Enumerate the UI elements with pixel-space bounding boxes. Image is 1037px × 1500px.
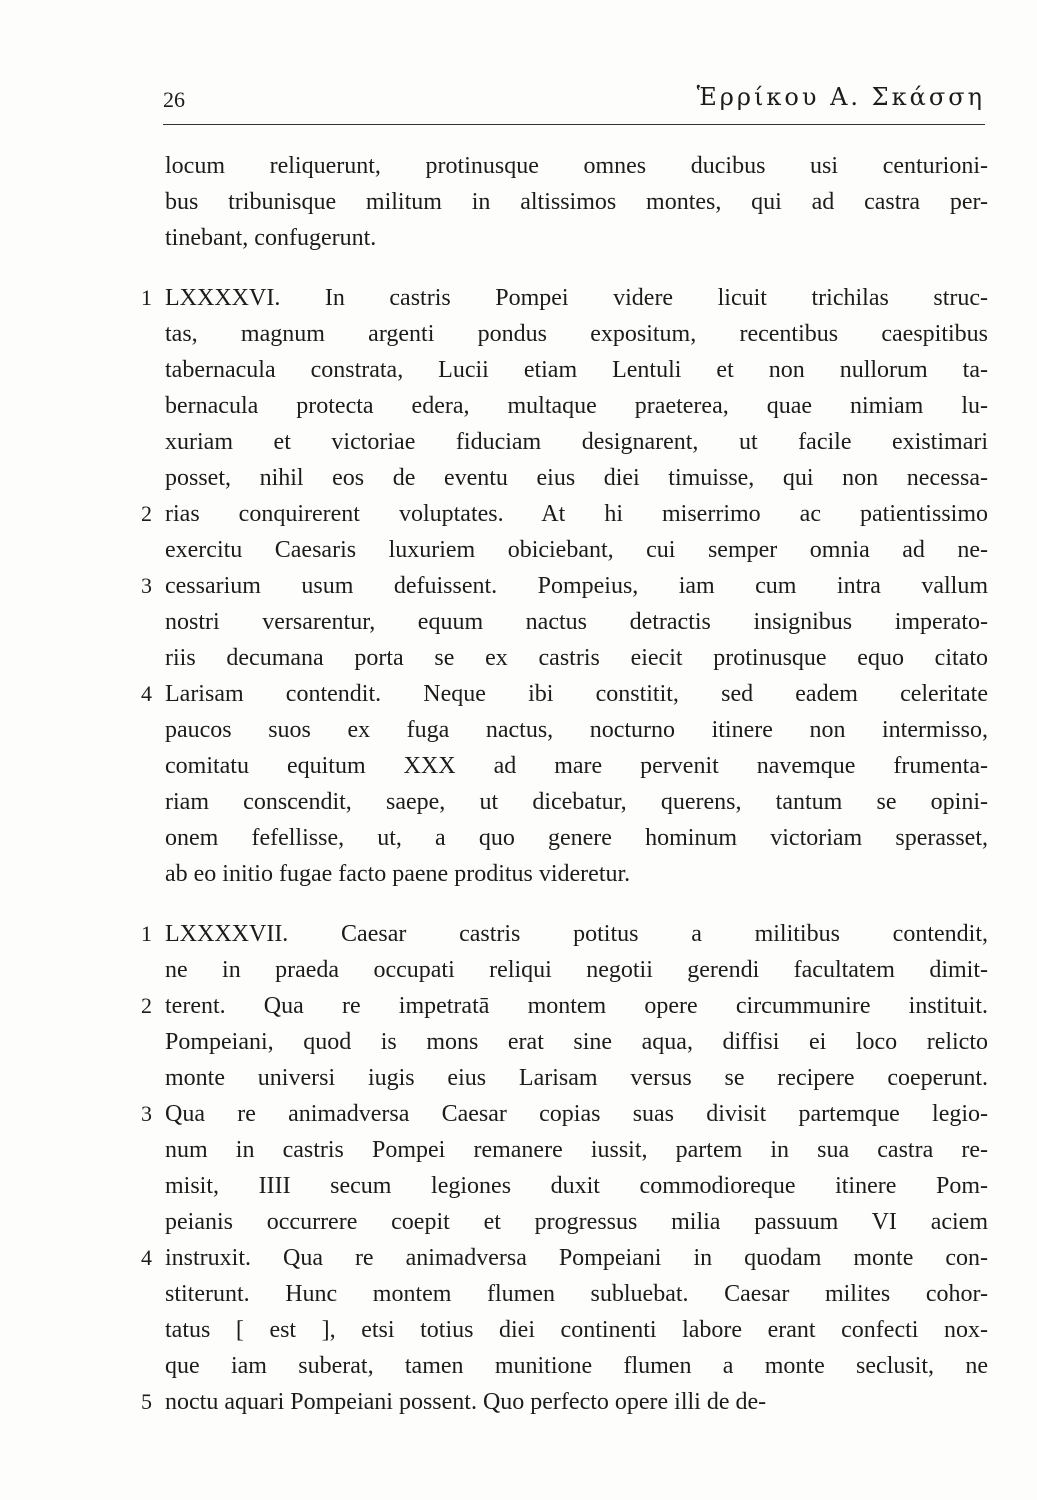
line-text: instruxit. Qua re animadversa Pompeiani in quodam monte con- — [165, 1245, 988, 1271]
text-line — [165, 640, 988, 676]
line-text: Qua re animadversa Caesar copias suas divisit partemque legio- — [165, 1101, 988, 1127]
line-text: LXXXXVII. Caesar castris potitus a militibus contendit, — [165, 921, 988, 947]
text-line — [165, 748, 988, 784]
paragraph-gap — [165, 892, 988, 916]
line-text: posset, nihil eos de eventu eius diei timuisse, qui non necessa- — [165, 465, 988, 491]
margin-number: 5 — [141, 1389, 152, 1414]
line-text: comitatu equitum XXX ad mare pervenit navemque frumenta- — [165, 753, 988, 779]
text-line — [165, 1276, 988, 1312]
text-line — [165, 184, 988, 220]
line-text: terent. Qua re impetratā montem opere circummunire instituit. — [165, 993, 988, 1019]
text-line — [165, 220, 988, 256]
line-text: tas, magnum argenti pondus expositum, recentibus caespitibus — [165, 321, 988, 347]
running-head: Ἑρρίκου Α. Σκάσση — [696, 83, 985, 111]
text-line — [141, 280, 988, 316]
line-text: que iam suberat, tamen munitione flumen a monte seclusit, ne — [165, 1353, 988, 1379]
text-line — [165, 856, 988, 892]
line-text: rias conquirerent voluptates. At hi miserrimo ac patientissimo — [165, 501, 988, 527]
text-line — [141, 988, 988, 1024]
text-line — [165, 712, 988, 748]
margin-number: 1 — [141, 921, 152, 946]
text-line — [141, 568, 988, 604]
line-text: riis decumana porta se ex castris eiecit protinusque equo citato — [165, 645, 988, 671]
text-line — [165, 952, 988, 988]
text-line — [141, 1240, 988, 1276]
line-text: misit, IIII secum legiones duxit commodioreque itinere Pom- — [165, 1173, 988, 1199]
page-number: 26 — [163, 87, 185, 112]
line-text: cessarium usum defuissent. Pompeius, iam cum intra vallum — [165, 573, 988, 599]
line-text: bernacula protecta edera, multaque praeterea, quae nimiam lu- — [165, 393, 988, 419]
margin-number: 4 — [141, 1245, 152, 1270]
line-text: riam conscendit, saepe, ut dicebatur, querens, tantum se opini- — [165, 789, 988, 815]
text-line — [141, 1384, 988, 1420]
paragraph-gap — [165, 256, 988, 280]
paragraph — [141, 280, 988, 892]
text-line — [165, 604, 988, 640]
margin-number: 2 — [141, 993, 152, 1018]
line-text: ne in praeda occupati reliqui negotii gerendi facultatem dimit- — [165, 957, 988, 983]
line-text: LXXXXVI. In castris Pompei videre licuit trichilas struc- — [165, 285, 988, 311]
text-line — [165, 460, 988, 496]
margin-number: 3 — [141, 1101, 152, 1126]
text-line — [141, 1096, 988, 1132]
line-text: locum reliquerunt, protinusque omnes ducibus usi centurioni- — [165, 153, 988, 179]
line-text: peianis occurrere coepit et progressus milia passuum VI aciem — [165, 1209, 988, 1235]
line-text: Larisam contendit. Neque ibi constitit, sed eadem celeritate — [165, 681, 988, 707]
text-line — [165, 388, 988, 424]
line-text: tatus [ est ], etsi totius diei continenti labore erant confecti nox- — [165, 1317, 988, 1343]
text-line — [165, 316, 988, 352]
text-line — [165, 820, 988, 856]
text-line — [165, 1348, 988, 1384]
text-line — [165, 1204, 988, 1240]
margin-number: 2 — [141, 501, 152, 526]
header-rule — [163, 124, 985, 125]
text-line — [141, 676, 988, 712]
line-text: Pompeiani, quod is mons erat sine aqua, diffisi ei loco relicto — [165, 1029, 988, 1055]
line-text: paucos suos ex fuga nactus, nocturno itinere non intermisso, — [165, 717, 988, 743]
line-text: xuriam et victoriae fiduciam designarent, ut facile existimari — [165, 429, 988, 455]
text-line — [165, 1312, 988, 1348]
line-text: monte universi iugis eius Larisam versus se recipere coeperunt. — [165, 1065, 988, 1091]
line-text: nostri versarentur, equum nactus detractis insignibus imperato- — [165, 609, 988, 635]
text-block — [141, 148, 988, 1420]
paragraph — [141, 916, 988, 1420]
line-text: tinebant, confugerunt. — [165, 225, 377, 251]
line-text: num in castris Pompei remanere iussit, partem in sua castra re- — [165, 1137, 988, 1163]
margin-number: 4 — [141, 681, 152, 706]
text-line — [165, 1132, 988, 1168]
margin-number: 3 — [141, 573, 152, 598]
text-line — [165, 784, 988, 820]
line-text: tabernacula constrata, Lucii etiam Lentuli et non nullorum ta- — [165, 357, 988, 383]
line-text: exercitu Caesaris luxuriem obiciebant, cui semper omnia ad ne- — [165, 537, 988, 563]
text-line — [141, 916, 988, 952]
line-text: stiterunt. Hunc montem flumen subluebat. Caesar milites cohor- — [165, 1281, 988, 1307]
text-line — [165, 1024, 988, 1060]
text-line — [165, 148, 988, 184]
text-line — [165, 424, 988, 460]
text-line — [165, 1060, 988, 1096]
line-text: noctu aquari Pompeiani possent. Quo perfecto opere illi de de- — [165, 1389, 767, 1415]
line-text: ab eo initio fugae facto paene proditus videretur. — [165, 861, 631, 887]
margin-number: 1 — [141, 285, 152, 310]
text-line — [165, 532, 988, 568]
text-line — [165, 352, 988, 388]
text-line — [141, 496, 988, 532]
line-text: onem fefellisse, ut, a quo genere hominum victoriam sperasset, — [165, 825, 988, 851]
paragraph — [165, 148, 988, 256]
line-text: bus tribunisque militum in altissimos montes, qui ad castra per- — [165, 189, 988, 215]
text-line — [165, 1168, 988, 1204]
